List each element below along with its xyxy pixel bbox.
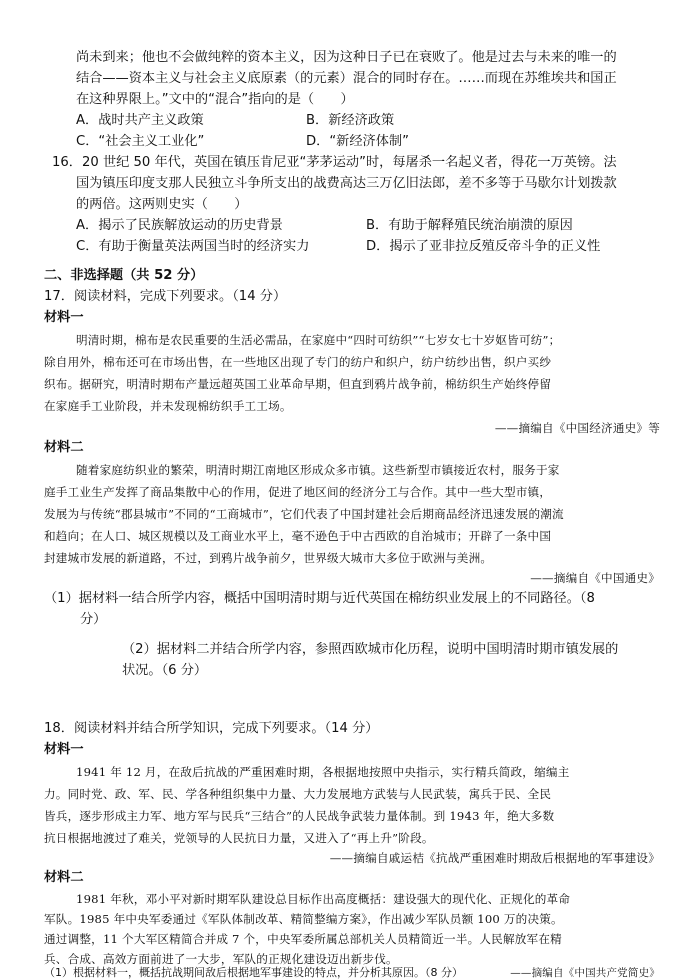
q15-text-line: 在这种界限上。”文中的“混合”指向的是（ ） [76, 92, 354, 107]
q17-material1-label: 材料一 [44, 310, 84, 325]
q17-sub1-question: （1）据材料一结合所学内容，概括中国明清时期与近代英国在棉纺织业发展上的不同路径。（8 [44, 591, 595, 606]
q17-material2-line: 封建城市发展的新道路，不过，到鸦片战争前夕，世界级大城市大多位于欧洲与美洲。 [44, 551, 493, 565]
q18-title: 18．阅读材料并结合所学知识，完成下列要求。（14 分） [44, 721, 379, 736]
section-heading: 二、非选择题（共 52 分） [44, 268, 204, 283]
q17-material2-line: 随着家庭纺织业的繁荣，明清时期江南地区形成众多市镇。这些新型市镇接近农村，服务于家 [76, 463, 560, 477]
q18-material2-line: 军队。1985 年中央军委通过《军队体制改革、精简整编方案》，作出减少军队员额 100 万的决策。 [44, 912, 563, 926]
q17-material2-line: 发展为与传统“郡县城市”不同的“工商城市”，它们代表了中国封建社会后期商品经济迅速发展的潮流 [44, 507, 564, 521]
q18-material2-line: 兵、合成、高效方面前进了一大步，军队的正规化建设迈出新步伐。 [44, 952, 398, 966]
q15-option-a[interactable]: A．战时共产主义政策 [76, 113, 204, 128]
q17-material2-line: 和趋向；在人口、城区规模以及工商业水平上，毫不逊色于中古西欧的自治城市；开辟了一条中国 [44, 529, 552, 543]
q17-material1-line: 织布。据研究，明清时期布产量远超英国工业革命早期，但直到鸦片战争前，棉纺织生产始终停留 [44, 377, 552, 391]
q15-text-line: 结合——资本主义与社会主义底原素（的元素）混合的同时存在。……而现在苏维埃共和国正 [76, 71, 617, 86]
q18-material1-line: 力。同时党、政、军、民、学各种组织集中力量、大力发展地方武装与人民武装，寓兵于民、全民 [44, 787, 552, 801]
q18-material2-source: ——摘编自《中国共产党简史》 [510, 967, 660, 979]
q17-sub2-question: （2）据材料二并结合所学内容，参照西欧城市化历程，说明中国明清时期市镇发展的 [122, 642, 619, 657]
q15-text-line: 尚未到来；他也不会做纯粹的资本主义，因为这种日子已在衰败了。他是过去与未来的唯一的 [76, 50, 617, 65]
q18-material1-line: 1941 年 12 月，在敌后抗战的严重困难时期，各根据地按照中央指示，实行精兵简政，缩编主 [76, 765, 570, 779]
q17-sub1-question: 分） [80, 612, 107, 627]
q16-text-line: 国为镇压印度支那人民独立斗争所支出的战费高达三万亿旧法郎，差不多等于马歇尔计划拨款 [76, 176, 617, 191]
q15-option-c[interactable]: C．“社会主义工业化” [76, 134, 205, 149]
q17-material2-line: 庭手工业生产发挥了商品集散中心的作用，促进了地区间的经济分工与合作。其中一些大型市镇， [44, 485, 552, 499]
q18-material1-line: 抗日根据地渡过了难关，党领导的人民抗日力量，又进入了“再上升”阶段。 [44, 831, 434, 845]
q15-option-d[interactable]: D．“新经济体制” [306, 134, 409, 149]
q17-material2-source: ——摘编自《中国通史》 [530, 571, 660, 585]
q16-option-a[interactable]: A．揭示了民族解放运动的历史背景 [76, 218, 283, 233]
q18-material2-label: 材料二 [44, 870, 84, 885]
q18-sub1-question: （1）根据材料一，概括抗战期间敌后根据地军事建设的特点，并分析其原因。（8 分） [44, 966, 463, 979]
q16-text-line: 16．20 世纪 50 年代，英国在镇压肯尼亚“茅茅运动”时，每屠杀一名起义者，得花一万英镑。法 [52, 155, 617, 170]
q18-material1-line: 皆兵，逐步形成主力军、地方军与民兵“三结合”的人民战争武装力量体制。到 1943 年，绝大多数 [44, 809, 555, 823]
q17-material1-line: 除自用外，棉布还可在市场出售，在一些地区出现了专门的纺户和织户，纺户纺纱出售，织户买纱 [44, 355, 552, 369]
q18-material1-source: ——摘编自戚运桔《抗战严重困难时期敌后根据地的军事建设》 [329, 851, 660, 865]
q16-option-d[interactable]: D．揭示了亚非拉反殖反帝斗争的正义性 [366, 239, 601, 254]
q18-material2-line: 1981 年秋，邓小平对新时期军队建设总目标作出高度概括：建设强大的现代化、正规化的革命 [76, 892, 571, 906]
q17-material2-label: 材料二 [44, 440, 84, 455]
q17-material1-line: 明清时期，棉布是农民重要的生活必需品，在家庭中“四时可纺织”“七岁女七十岁妪皆可纺”； [76, 333, 561, 347]
q18-material2-line: 通过调整，11 个大军区精简合并成 7 个，中央军委所属总部机关人员精简近一半。人民解放军在精 [44, 932, 562, 946]
q17-title: 17．阅读材料，完成下列要求。（14 分） [44, 289, 287, 304]
q17-material1-line: 在家庭手工业阶段，并未发现棉纺织手工工场。 [44, 399, 292, 413]
q16-option-c[interactable]: C．有助于衡量英法两国当时的经济实力 [76, 239, 310, 254]
q17-material1-source: ——摘编自《中国经济通史》等 [494, 421, 660, 435]
q16-text-line: 的两倍。这两则史实（ ） [76, 197, 248, 212]
q15-option-b[interactable]: B．新经济政策 [306, 113, 395, 128]
q17-sub2-question: 状况。（6 分） [122, 663, 208, 678]
q18-material1-label: 材料一 [44, 742, 84, 757]
q16-option-b[interactable]: B．有助于解释殖民统治崩溃的原因 [366, 218, 573, 233]
